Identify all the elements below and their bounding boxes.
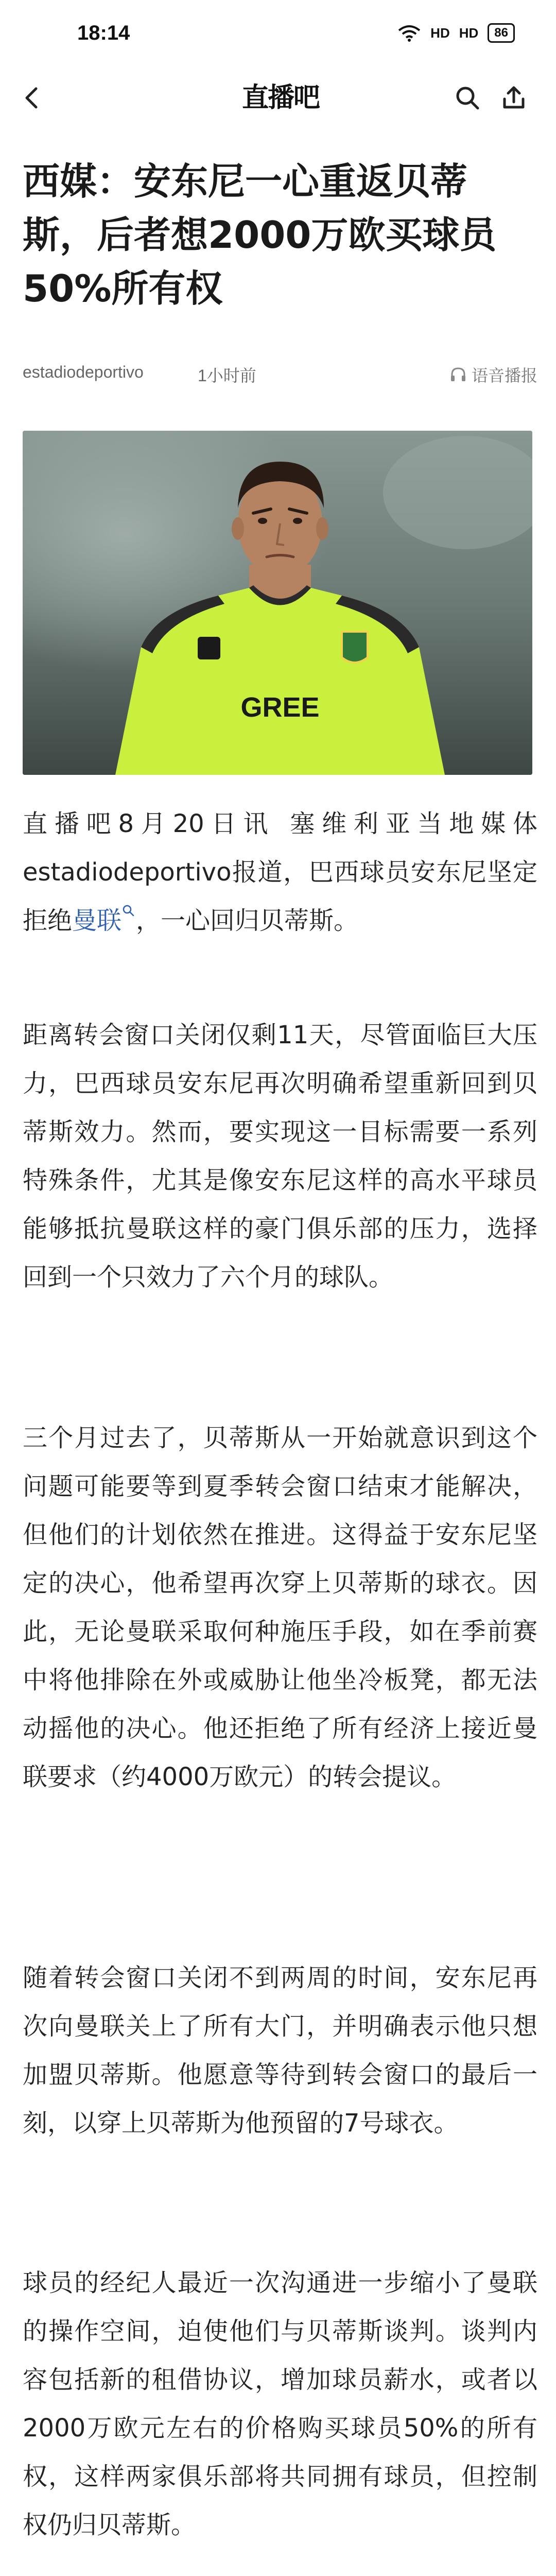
article-time: 1小时前 [198,366,256,385]
back-icon[interactable] [19,83,47,112]
share-icon[interactable] [499,83,528,112]
paragraph-text: ，一心回归贝蒂斯。 [136,906,359,935]
search-icon[interactable] [453,83,482,112]
status-time: 18:14 [77,22,130,44]
status-icons [397,24,515,42]
signal-icon: HD [459,25,479,41]
jersey-sponsor: GREE [240,692,320,723]
battery-icon: 86 [488,23,515,43]
team-link-manutd[interactable] [72,906,136,935]
team-link-label[interactable]: 曼联 [72,906,122,935]
article-paragraph: 随着转会窗口关闭不到两周的时间，安东尼再次向曼联关上了所有大门，并明确表示他只想加盟贝蒂斯。他愿意等待到转会窗口的最后一刻，以穿上贝蒂斯为他预留的7号球衣。 [23,1963,537,2138]
player-photo [23,431,532,775]
paragraph-text: 直播吧8月20日讯 塞维利亚当地媒体estadiodeportivo报道，巴西球员安东尼坚定拒绝 [23,809,537,935]
headphones-icon [449,365,467,384]
article-hero-image[interactable] [23,431,532,775]
signal-icon: HD [430,25,450,41]
article-paragraph: 三个月过去了，贝蒂斯从一开始就意识到这个问题可能要等到夏季转会窗口结束才能解决，但他们的计划依然在推进。这得益于安东尼坚定的决心，他希望再次穿上贝蒂斯的球衣。因此，无论曼联采取何种施压手段，如在季前赛中将他排除在外或威胁让他坐冷板凳，都无法动摇他的决心。他还拒绝了所有经济上接近曼联要求（约4000万欧元）的转会提议。 [23,1423,537,1791]
wifi-icon [397,24,421,42]
app-logo: 直播吧 [241,82,319,113]
article-title: 西媒：安东尼一心重返贝蒂斯，后者想2000万欧买球员50%所有权 [23,160,497,310]
tts-button[interactable] [449,363,537,386]
article-paragraph: 球员的经纪人最近一次沟通进一步缩小了曼联的操作空间，迫使他们与贝蒂斯谈判。谈判内容包括新的租借协议，增加球员薪水，或者以2000万欧元左右的价格购买球员50%的所有权，这样两家俱乐部将共同拥有球员，但控制权仍归贝蒂斯。 [23,2268,537,2539]
article-paragraph [23,800,537,945]
article-source[interactable]: estadiodeportivo [23,363,144,381]
article-meta [23,360,537,385]
status-bar [0,0,556,72]
nav-bar [0,72,556,124]
article-paragraph: 距离转会窗口关闭仅剩11天，尽管面临巨大压力，巴西球员安东尼再次明确希望重新回到贝蒂斯效力。然而，要实现这一目标需要一系列特殊条件，尤其是像安东尼这样的高水平球员能够抵抗曼联这样的豪门俱乐部的压力，选择回到一个只效力了六个月的球队。 [23,1021,537,1292]
tts-label: 语音播报 [471,366,537,385]
link-search-icon [121,904,136,918]
